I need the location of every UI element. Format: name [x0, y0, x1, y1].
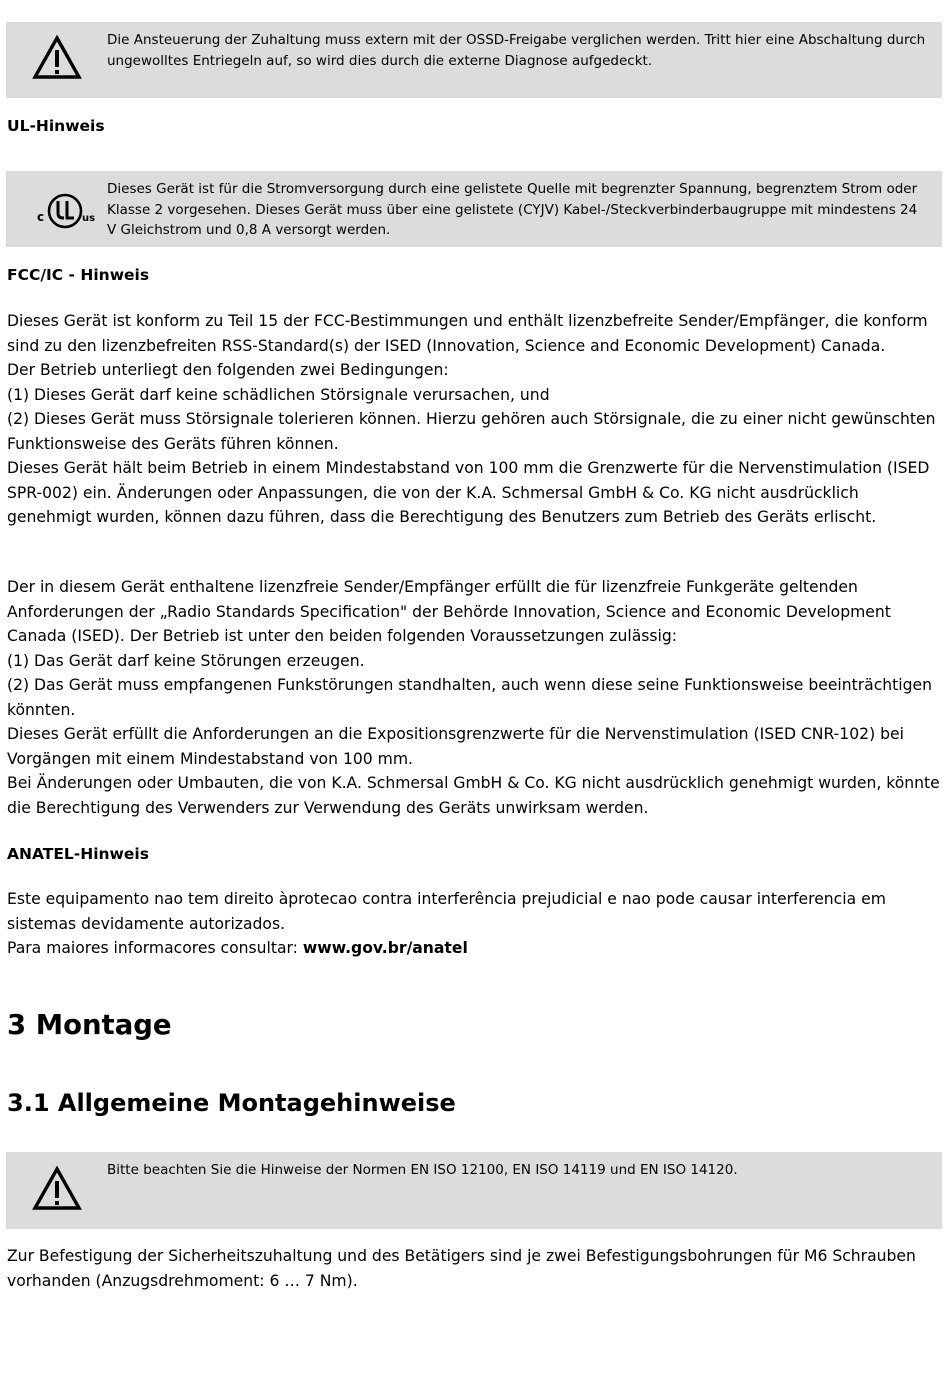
cul-us-mark-icon: [34, 191, 96, 235]
fcc-paragraph-1: [7, 309, 942, 530]
warning-notice-text: Die Ansteuerung der Zuhaltung muss extern mit der OSSD-Freigabe verglichen werden. Tritt hier eine Abschaltung durch ungewolltes Entriegeln auf, so wird dies durch die externe Diagnose aufgedeckt.: [107, 32, 926, 69]
anatel-heading: ANATEL-Hinweis: [7, 845, 149, 863]
section-title: 3.1 Allgemeine Montagehinweise: [7, 1089, 456, 1117]
iso-notice-text: Bitte beachten Sie die Hinweise der Normen EN ISO 12100, EN ISO 14119 und EN ISO 14120.: [107, 1162, 738, 1178]
fcc-p1-line: Dieses Gerät hält beim Betrieb in einem Mindestabstand von 100 mm die Grenzwerte für die Nervenstimulation (ISED SPR-002) ein. Änderungen oder Anpassungen, die von der K.A. Schmersal GmbH & Co. KG nicht ausdrücklich genehmigt wurden, können dazu führen, dass die Berechtigung des Benutzers zum Betrieb des Geräts erlischt.: [7, 459, 930, 526]
fcc-p1-line: Dieses Gerät ist konform zu Teil 15 der FCC-Bestimmungen und enthält lizenzbefreite Sender/Empfänger, die konform sind zu den lizenzbefreiten RSS-Standard(s) der ISED (Innovation, Science and Economic Development) Canada.: [7, 312, 928, 355]
anatel-paragraph: [7, 887, 942, 961]
anatel-link[interactable]: www.gov.br/anatel: [302, 939, 468, 957]
anatel-line-1: Este equipamento nao tem direito àprotecao contra interferência prejudicial e nao pode causar interferencia em sistemas devidamente autorizados.: [7, 890, 886, 933]
ul-notice-box: [6, 171, 942, 247]
fcc-p2-line: Bei Änderungen oder Umbauten, die von K.A. Schmersal GmbH & Co. KG nicht ausdrücklich genehmigt wurden, könnte die Berechtigung des Verwenders zur Verwendung des Geräts unwirksam werden.: [7, 774, 940, 817]
fcc-paragraph-2: [7, 575, 942, 820]
svg-text:us: us: [82, 213, 96, 224]
anatel-info-label: Para maiores informacores consultar:: [7, 939, 303, 957]
fcc-p1-line: (2) Dieses Gerät muss Störsignale tolerieren können. Hierzu gehören auch Störsignale, die zu einer nicht gewünschten Funktionsweise des Geräts führen können.: [7, 410, 936, 453]
iso-notice-box: [6, 1152, 942, 1229]
warning-notice-box: [6, 22, 942, 98]
fcc-p2-line: (2) Das Gerät muss empfangenen Funkstörungen standhalten, auch wenn diese seine Funktionsweise beeinträchtigen könnten.: [7, 676, 932, 719]
chapter-title: 3 Montage: [7, 1009, 172, 1041]
ul-notice-text: Dieses Gerät ist für die Stromversorgung durch eine gelistete Quelle mit begrenzter Spannung, begrenztem Strom oder Klasse 2 vorgesehen. Dieses Gerät muss über eine gelistete (CYJV) Kabel-/Steckverbinderbaugruppe mit mindestens 24 V Gleichstrom und 0,8 A versorgt werden.: [107, 181, 918, 238]
fcc-p2-line: (1) Das Gerät darf keine Störungen erzeugen.: [7, 651, 365, 670]
anatel-line-2: [7, 936, 942, 961]
fcc-p1-line: (1) Dieses Gerät darf keine schädlichen Störsignale verursachen, und: [7, 385, 550, 404]
fcc-p2-line: Der in diesem Gerät enthaltene lizenzfreie Sender/Empfänger erfüllt die für lizenzfreie Funkgeräte geltenden Anforderungen der „Radio Standards Specification" der Behörde Innovation, Science and Economic Development Canada (ISED). Der Betrieb ist unter den beiden folgenden Voraussetzungen zulässig:: [7, 578, 891, 645]
mounting-text: Zur Befestigung der Sicherheitszuhaltung und des Betätigers sind je zwei Befestigungsbohrungen für M6 Schrauben vorhanden (Anzugsdrehmoment: 6 … 7 Nm).: [7, 1247, 916, 1290]
warning-triangle-icon: [32, 1166, 82, 1215]
fcc-p2-line: Dieses Gerät erfüllt die Anforderungen an die Expositionsgrenzwerte für die Nervenstimulation (ISED CNR-102) bei Vorgängen mit einem Mindestabstand von 100 mm.: [7, 725, 904, 768]
fcc-ic-heading: FCC/IC - Hinweis: [7, 266, 150, 284]
ul-heading: UL-Hinweis: [7, 117, 105, 135]
mounting-paragraph: [7, 1244, 942, 1293]
warning-triangle-icon: [32, 35, 82, 84]
fcc-p1-line: Der Betrieb unterliegt den folgenden zwei Bedingungen:: [7, 361, 449, 379]
svg-text:c: c: [37, 210, 45, 224]
